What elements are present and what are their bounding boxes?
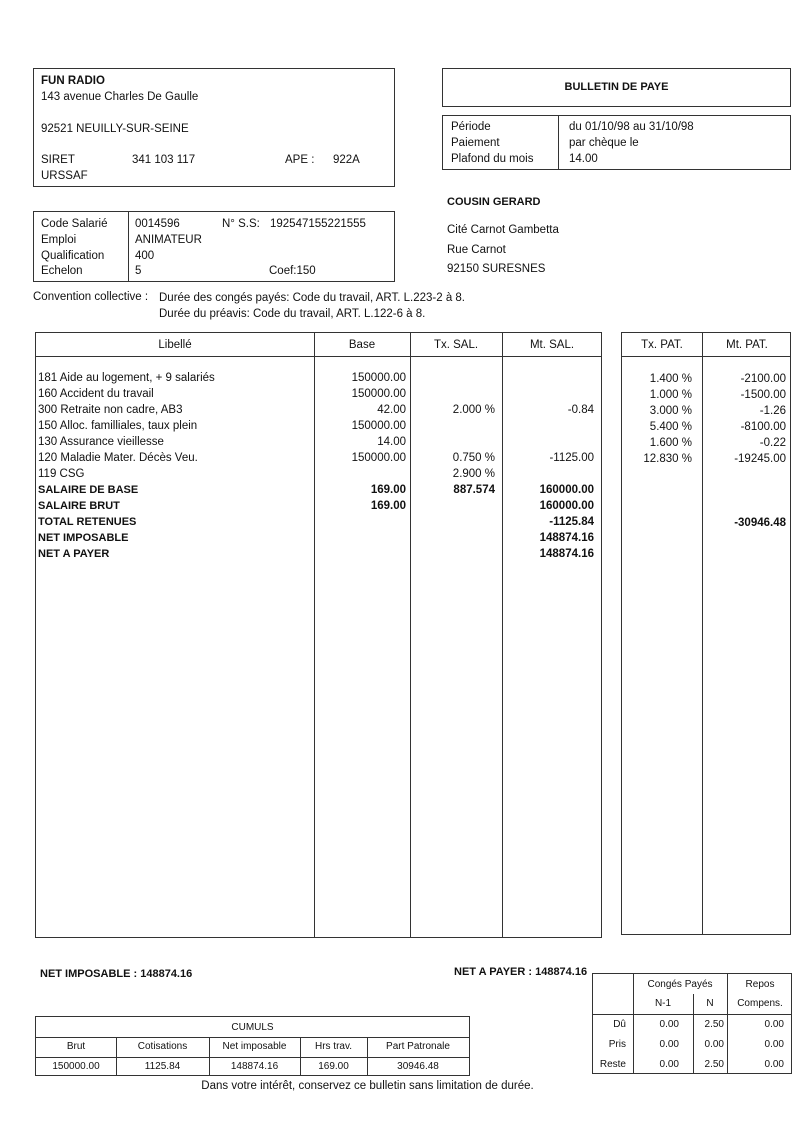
row-tx-pat: 12.830 %	[643, 453, 692, 465]
row-tx-pat: 1.000 %	[649, 389, 692, 401]
ss-label: N° S.S:	[222, 218, 260, 230]
emploi-value: ANIMATEUR	[135, 234, 202, 246]
row-tx-sal: 0.750 %	[452, 452, 495, 464]
row-libelle: 160 Accident du travail	[38, 388, 154, 400]
header-mt-pat: Mt. PAT.	[726, 339, 768, 351]
row-libelle: 300 Retraite non cadre, AB3	[38, 404, 183, 416]
header-tx-sal: Tx. SAL.	[433, 339, 479, 351]
conges-row-label: Dû	[613, 1019, 626, 1030]
row-base: 169.00	[370, 500, 406, 512]
repos-header: Repos	[745, 979, 775, 990]
row-base: 42.00	[377, 404, 406, 416]
convention-line2: Durée du préavis: Code du travail, ART. L.122-6 à 8.	[159, 308, 426, 320]
patronal-table	[621, 332, 791, 935]
conges-sub-n1: N-1	[654, 998, 672, 1009]
conges-row-n1: 0.00	[659, 1039, 679, 1050]
conges-row-n: 0.00	[704, 1039, 724, 1050]
cumuls-value: 150000.00	[52, 1061, 100, 1072]
row-libelle: SALAIRE DE BASE	[38, 484, 139, 496]
ape-label: APE :	[285, 154, 315, 166]
code-salarie-label: Code Salarié	[41, 218, 108, 230]
employee-address-line1: Cité Carnot Gambetta	[447, 224, 559, 236]
row-mt-pat: -8100.00	[740, 421, 786, 433]
row-base: 150000.00	[351, 420, 406, 432]
conges-row-n1: 0.00	[659, 1019, 679, 1030]
qualification-label: Qualification	[41, 250, 105, 262]
row-libelle: NET A PAYER	[38, 548, 110, 560]
code-salarie-value: 0014596	[135, 218, 180, 230]
employer-address-line1: 143 avenue Charles De Gaulle	[41, 91, 199, 103]
row-libelle: NET IMPOSABLE	[38, 532, 129, 544]
net-imposable-total: NET IMPOSABLE : 148874.16	[40, 968, 193, 980]
employer-address-line2: 92521 NEUILLY-SUR-SEINE	[41, 123, 189, 135]
row-base: 14.00	[377, 436, 406, 448]
periode-value: du 01/10/98 au 31/10/98	[569, 121, 694, 133]
row-tx-pat: 3.000 %	[649, 405, 692, 417]
header-tx-pat: Tx. PAT.	[641, 339, 683, 351]
row-mt-pat: -30946.48	[734, 517, 786, 529]
row-libelle: 150 Alloc. familliales, taux plein	[38, 420, 198, 432]
row-mt-sal: -1125.84	[549, 516, 594, 528]
convention-line1: Durée des congés payés: Code du travail, ART. L.223-2 à 8.	[159, 292, 466, 304]
urssaf-label: URSSAF	[41, 170, 88, 182]
cumuls-title: CUMULS	[231, 1022, 274, 1033]
row-mt-sal: 148874.16	[539, 548, 594, 560]
ape-value: 922A	[333, 154, 360, 166]
row-mt-pat: -1500.00	[740, 389, 786, 401]
conges-row-label: Pris	[608, 1039, 626, 1050]
paiement-label: Paiement	[451, 137, 500, 149]
header-mt-sal: Mt. SAL.	[529, 339, 575, 351]
cumuls-value: 1125.84	[144, 1061, 181, 1072]
row-tx-pat: 1.600 %	[649, 437, 692, 449]
row-mt-sal: -0.84	[567, 404, 594, 416]
row-mt-pat: -0.22	[759, 437, 786, 449]
row-tx-pat: 5.400 %	[649, 421, 692, 433]
row-mt-sal: 148874.16	[539, 532, 594, 544]
row-mt-pat: -2100.00	[740, 373, 786, 385]
row-libelle: 119 CSG	[38, 468, 85, 480]
cumuls-value: 169.00	[318, 1061, 349, 1072]
header-base: Base	[348, 339, 376, 351]
siret-label: SIRET	[41, 154, 75, 166]
row-tx-sal: 2.000 %	[452, 404, 495, 416]
cumuls-header: Part Patronale	[386, 1041, 450, 1052]
convention-label: Convention collective :	[33, 291, 149, 303]
cumuls-header: Brut	[66, 1041, 86, 1052]
row-libelle: TOTAL RETENUES	[38, 516, 137, 528]
row-tx-sal: 887.574	[453, 484, 495, 496]
row-tx-pat: 1.400 %	[649, 373, 692, 385]
cumuls-table	[35, 1016, 470, 1076]
net-a-payer-total: NET A PAYER : 148874.16	[454, 966, 588, 978]
employee-name: COUSIN GERARD	[447, 196, 541, 208]
paiement-value: par chèque le	[569, 137, 639, 149]
plafond-value: 14.00	[569, 153, 598, 165]
repos-row-compens: 0.00	[764, 1059, 784, 1070]
cumuls-value: 30946.48	[397, 1061, 439, 1072]
row-mt-pat: -1.26	[759, 405, 786, 417]
repos-row-compens: 0.00	[764, 1039, 784, 1050]
emploi-label: Emploi	[41, 234, 77, 246]
row-base: 150000.00	[351, 372, 406, 384]
row-libelle: 181 Aide au logement, + 9 salariés	[38, 372, 215, 384]
bulletin-title-box	[442, 68, 791, 107]
row-libelle: 120 Maladie Mater. Décès Veu.	[38, 452, 198, 464]
period-box	[442, 115, 791, 170]
row-libelle: 130 Assurance vieillesse	[38, 436, 164, 448]
conges-sub-n: N	[706, 998, 714, 1009]
row-base: 169.00	[370, 484, 406, 496]
ss-value: 192547155221555	[270, 218, 366, 230]
cumuls-header: Cotisations	[137, 1041, 188, 1052]
row-base: 150000.00	[351, 452, 406, 464]
row-mt-pat: -19245.00	[734, 453, 786, 465]
echelon-value: 5	[135, 265, 142, 277]
periode-label: Période	[451, 121, 491, 133]
conges-row-n: 2.50	[704, 1059, 724, 1070]
plafond-label: Plafond du mois	[451, 153, 534, 165]
row-mt-sal: 160000.00	[539, 484, 594, 496]
repos-row-compens: 0.00	[764, 1019, 784, 1030]
row-mt-sal: -1125.00	[549, 452, 594, 464]
repos-sub-compens: Compens.	[737, 998, 783, 1009]
qualification-value: 400	[135, 250, 155, 262]
header-libelle: Libellé	[158, 339, 192, 351]
siret-value: 341 103 117	[132, 154, 196, 166]
salary-table	[35, 332, 602, 938]
employee-box	[33, 211, 395, 282]
conges-table	[592, 973, 792, 1074]
conges-row-label: Reste	[599, 1059, 626, 1070]
coef-value: Coef:150	[269, 265, 316, 277]
cumuls-header: Net imposable	[222, 1041, 287, 1052]
bulletin-title: BULLETIN DE PAYE	[564, 81, 669, 93]
employer-box	[33, 68, 395, 187]
footer-note: Dans votre intérêt, conservez ce bulletin sans limitation de durée.	[201, 1080, 534, 1092]
cumuls-value: 148874.16	[230, 1061, 279, 1072]
employee-address-line2: Rue Carnot	[447, 244, 506, 256]
echelon-label: Echelon	[41, 265, 83, 277]
row-tx-sal: 2.900 %	[452, 468, 495, 480]
conges-row-n: 2.50	[704, 1019, 724, 1030]
employee-address-line3: 92150 SURESNES	[447, 263, 546, 275]
row-libelle: SALAIRE BRUT	[38, 500, 120, 512]
conges-header: Congés Payés	[647, 979, 713, 990]
cumuls-header: Hrs trav.	[314, 1041, 353, 1052]
row-mt-sal: 160000.00	[539, 500, 594, 512]
row-base: 150000.00	[351, 388, 406, 400]
employer-name: FUN RADIO	[41, 75, 105, 87]
conges-row-n1: 0.00	[659, 1059, 679, 1070]
